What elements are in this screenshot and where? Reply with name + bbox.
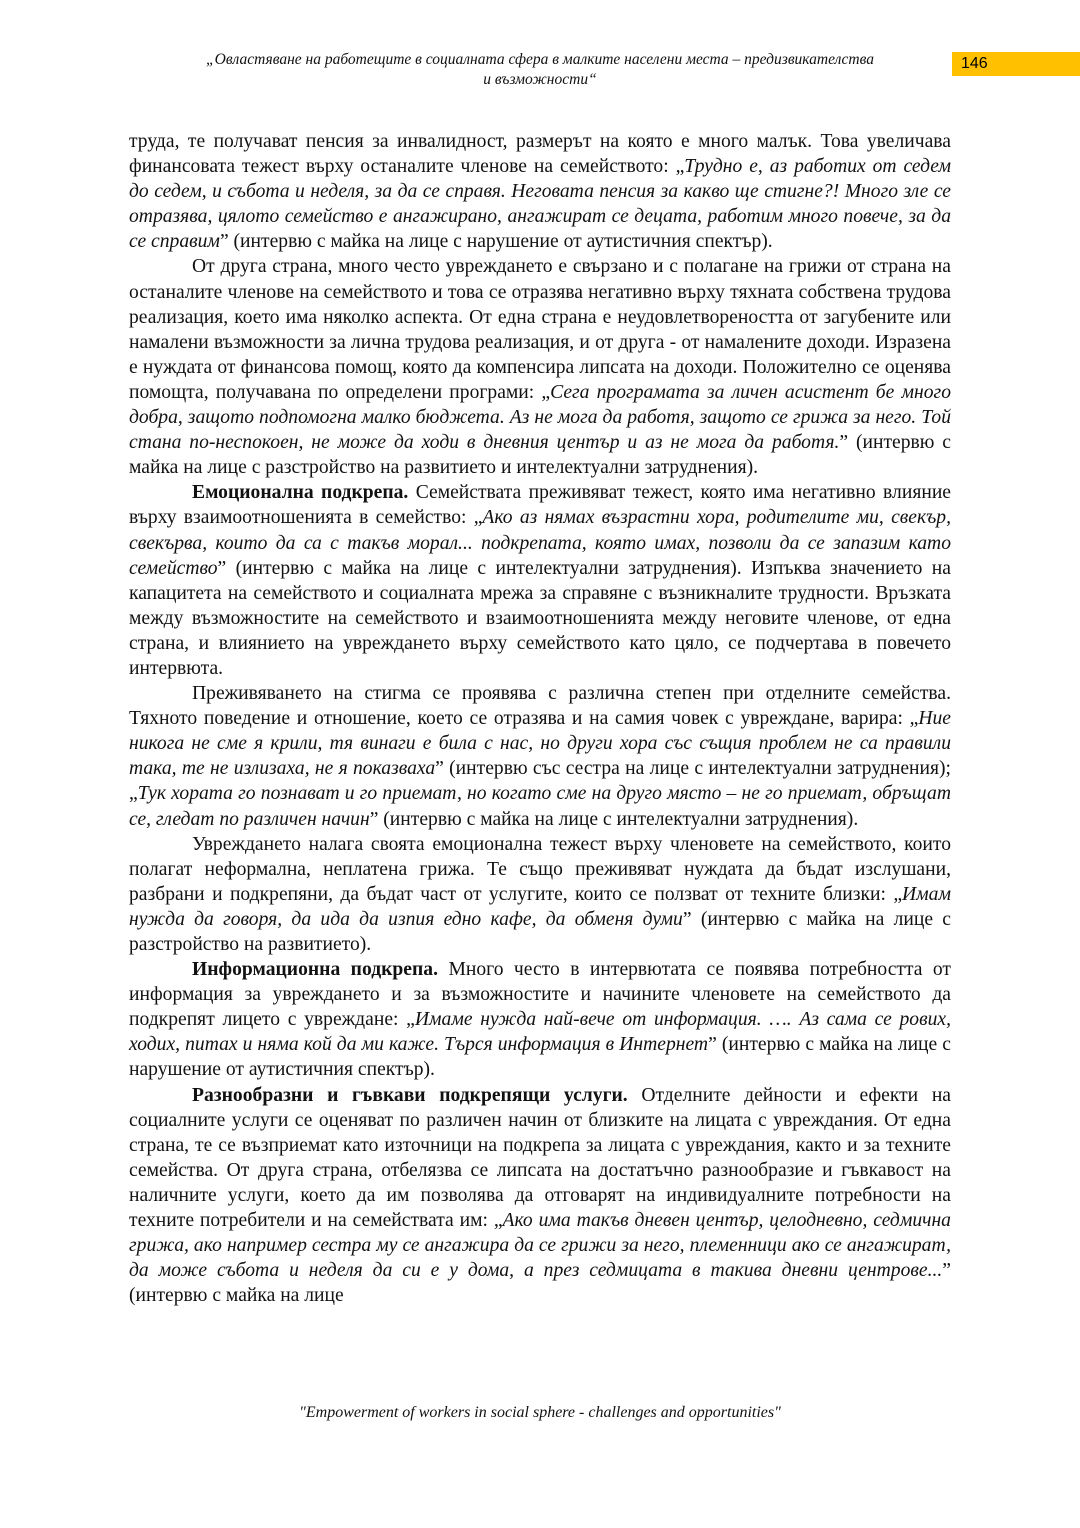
paragraph-2	[129, 254, 951, 480]
quote-text: Трудно е, аз работих от седем до седем, и събота и неделя, за да се справя. Неговата пенсия за какво ще стигне?! Много зле се отразява, цялото семейство е ангажирано, ангажират се децата, работим много повече, за да се справим	[129, 156, 951, 253]
paragraph-text: Отделните дейности и ефекти на социалните услуги се оценяват по различен начин от близките на лицата с увреждания. От една страна, те се възприемат като източници на подкрепа за лицата с увреждания, както и за техните семейства. От друга страна, отбелязва се липсата на достатъчно разнообразие и гъвкавост на наличните услуги, което да им позволява да отговарят на индивидуалните потребности на техните потребители и на семействата им: „	[129, 1084, 951, 1232]
paragraph-text: ” (интервю с майка на лице	[129, 1260, 951, 1307]
paragraph-text: ” (интервю със сестра на лице с интелектуални затруднения); „	[129, 758, 951, 805]
running-header	[130, 50, 950, 90]
section-heading: Информационна подкрепа.	[192, 959, 438, 981]
quote-text: Сега програмата за личен асистент бе много добра, защото подпомогна малко бюджета. Аз не мога да работя, защото се грижа за него. Той стана по-неспокоен, не може да ходи в дневния център и аз не мога да работя.	[129, 381, 951, 454]
quote-text: Имаме нужда най-вече от информация. …. Аз сама се рових, ходих, питах и няма кой да ми каже. Търся информация в Интернет	[129, 1009, 951, 1056]
quote-text: Имам нужда да говоря, да ида да изпия едно кафе, да обменя думи	[129, 883, 951, 930]
section-heading: Емоционална подкрепа.	[192, 482, 409, 504]
quote-text: Тук хората го познават и го приемат, но когато сме на друго място – не го приемат, обръщат се, гледат по различен начин	[129, 783, 951, 830]
paragraph-text: ” (интервю с майка на лице с разстройство на развитието).	[129, 908, 952, 955]
quote-text: Ние никога не сме я крили, тя винаги е била с нас, но други хора със същия проблем не са правили така, те не излизаха, не я показваха	[129, 708, 951, 780]
header-title-line-1: „Овластяване на работещите в социалната сфера в малките населени места – предизвикателства	[206, 51, 874, 68]
paragraph-1	[129, 129, 951, 254]
paragraph-text: ” (интервю с майка на лице с разстройство на развитието и интелектуални затруднения).	[129, 432, 951, 479]
page-number-badge	[952, 52, 1080, 76]
quote-text: Ако има такъв дневен център, целодневно, седмична грижа, ако например сестра му се ангажира да се грижи за него, племенници ако се ангажират, да може събота и неделя да си е у дома, а през седмицата в такива дневни центрове...	[129, 1210, 951, 1282]
header-title-line-2: и възможности“	[483, 71, 597, 88]
paragraph-text: ” (интервю с майка на лице с интелектуални затруднения).	[369, 808, 859, 830]
paragraph-text: Преживяването на стигма се проявява с различна степен при отделните семейства. Тяхното поведение и отношение, което се отразява и на самия човек с увреждане, варира: „	[129, 683, 951, 730]
paragraph-text: ” (интервю с майка на лице с нарушение от аутистичния спектър).	[219, 231, 773, 253]
paragraph-text: Много често в интервютата се появява потребността от информация за увреждането и за възможностите и начините членовете на семейството да подкрепят лицето с увреждане: „	[129, 959, 951, 1031]
paragraph-text: Семействата преживяват тежест, която има негативно влияние върху взаимоотношенията в семейство: „	[129, 482, 951, 529]
footer-title: "Empowerment of workers in social sphere - challenges and opportunities"	[299, 1404, 781, 1421]
paragraph-3	[129, 480, 951, 681]
quote-text: Ако аз нямах възрастни хора, родителите ми, свекър, свекърва, които да са с такъв морал... подкрепата, която имах, позволи да се запазим като семейство	[129, 507, 951, 579]
paragraph-text: От друга страна, много често увреждането е свързано и с полагане на грижи от страна на останалите членове на семейството и това се отразява негативно върху тяхната собствена трудова реализация, което има няколко аспекта. От една страна е неудовлетвореността от загубените или намалени възможности за лична трудова реализация, и от друга - от намалените доходи. Изразена е нуждата от финансова помощ, която да компенсира липсата на доходи. Положително се оценява помощта, получавана по определени програми: „	[129, 256, 951, 403]
paragraph-4	[129, 681, 951, 832]
section-heading: Разнообразни и гъвкави подкрепящи услуги.	[192, 1084, 628, 1106]
paragraph-text: ” (интервю с майка на лице с интелектуални затруднения). Изпъква значението на капацитета на семейството и социалната мрежа за справяне с възникналите трудности. Връзката между възможностите на семейството и взаимоотношенията между неговите членове, от една страна, и влиянието на увреждането върху семейството като цяло, се подчертава в повечето интервюта.	[129, 557, 951, 679]
paragraph-text: Увреждането налага своята емоционална тежест върху членовете на семейството, които полагат неформална, неплатена грижа. Те също преживяват нуждата да бъдат изслушани, разбрани и подкрепяни, да бъдат част от услугите, които се ползват от техните близки: „	[129, 833, 951, 905]
paragraph-6	[129, 957, 951, 1082]
body-text	[129, 129, 951, 1308]
running-footer	[130, 1403, 950, 1423]
page-number: 146	[961, 55, 988, 72]
paragraph-text: ” (интервю с майка на лице с нарушение от аутистичния спектър).	[129, 1034, 952, 1081]
paragraph-5	[129, 832, 951, 957]
paragraph-text: труда, те получават пенсия за инвалидност, размерът на която е много малък. Това увеличава финансовата тежест върху останалите членове на семейството: „	[129, 131, 951, 178]
paragraph-7	[129, 1083, 951, 1309]
